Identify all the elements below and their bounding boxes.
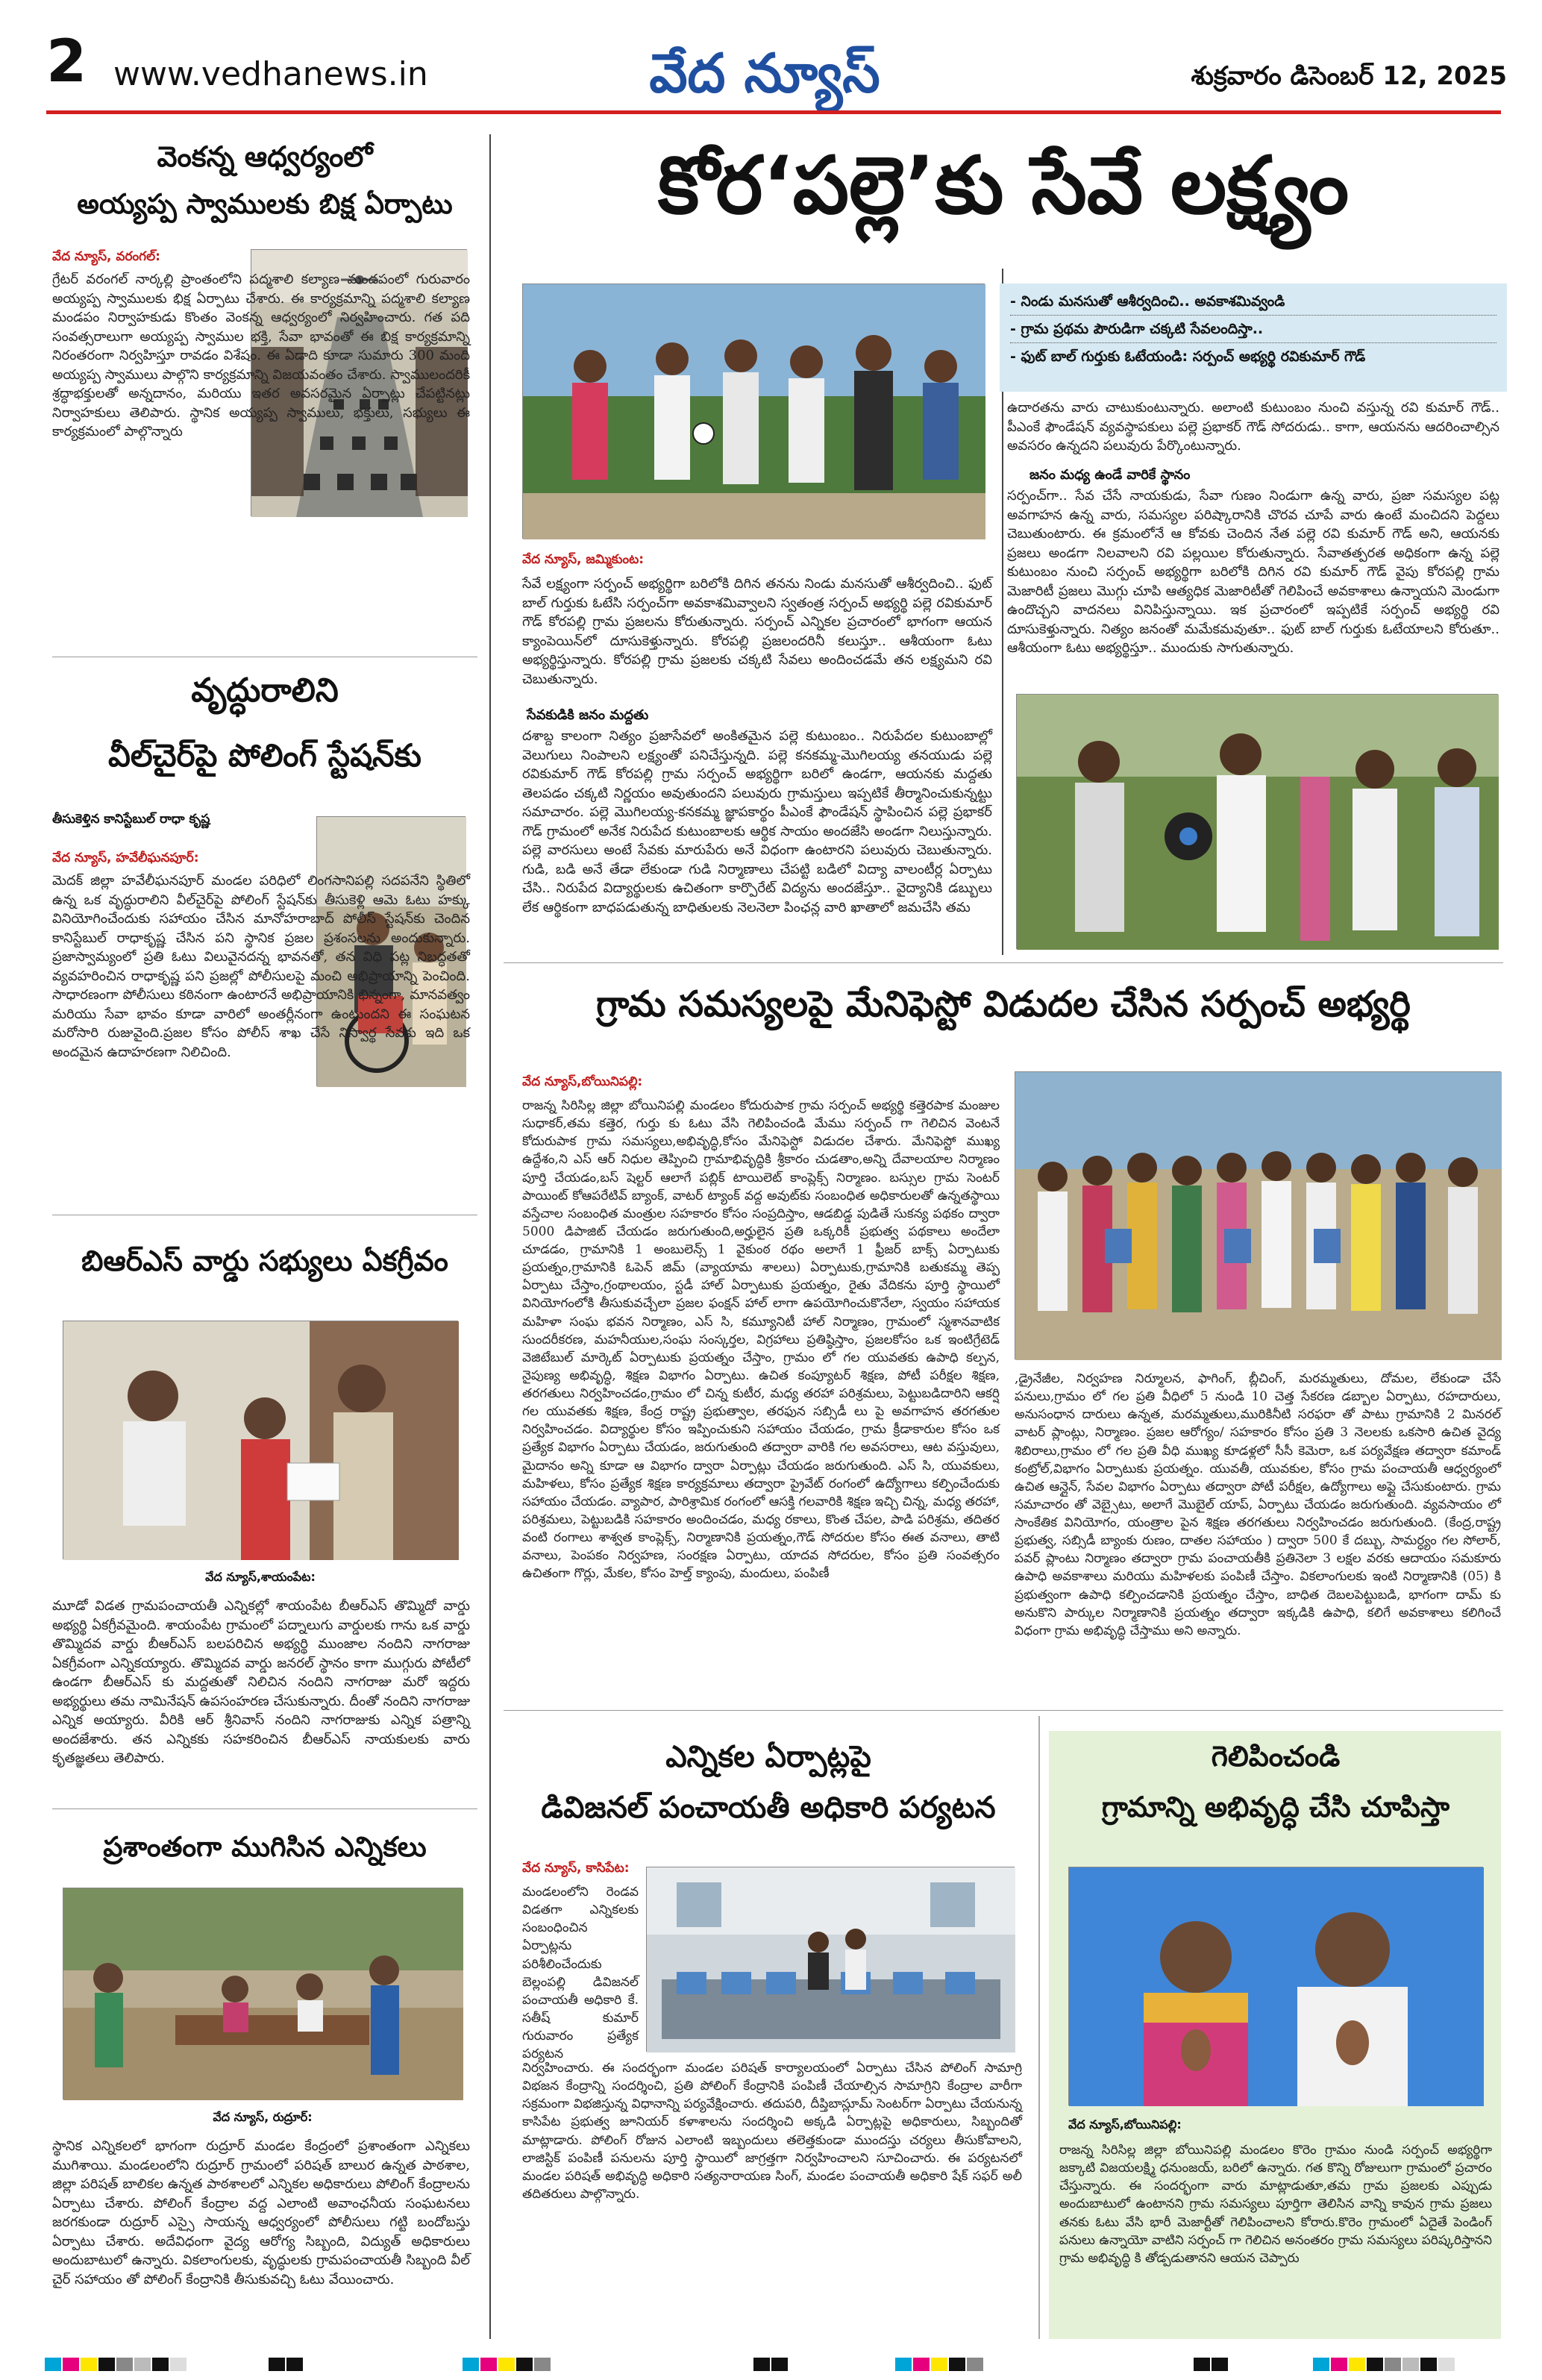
main-body-2: దశాబ్ద కాలంగా నిత్యం ప్రజాసేవలో అంకితమైన పల్లె కుటుంబం.. నిరుపేదల కుటుంబాల్లో వెలుగులు నింపాలని లక్ష్యంతో పనిచేస్తున్నది. పల్లె కనకమ్మ-మొగిలయ్య తనయుడు పల్లె రవికుమార్ గౌడ్ కోరపల్లి గ్రామ సర్పంచ్ అభ్యర్థిగా బరిలో ఉండగా, ఆయనకు మద్దతు తెలపడం చక్కటి నిర్ణయం అవుతుందని పలువురు గ్రామస్తులు ఇప్పటికే తీర్మానించుకున్నట్టు సమాచారం. పల్లె మొగిలయ్య-కనకమ్మ జ్ఞాపకార్థం పీఎంకే ఫౌండేషన్ స్థాపించిన పల్లె ప్రభాకర్ గౌడ్ గ్రామంలో అనేక నిరుపేద కుటుంబాలకు ఆర్థిక సాయం అందజేసి అండగా నిలుస్తున్నారు. పల్లె వారసులు అంటే సేవకు మారుపేరు అనే విధంగా ఉంటారని పలువురు చెబుతున్నారు. గుడి, బడి అనే తేడా లేకుండా గుడి నిర్మాణాలు చేపట్టి బడిలో విద్యా వాలంటీర్ల ఏర్పాటు చేసి.. నిరుపేద విద్యార్థులకు ఉచితంగా కార్పొరేట్ విద్యను అందజేస్తూ.. వైద్యానికి డబ్బులు లేక ఆర్థికంగా బాధపడుతున్న బాధితులకు నెలనెలా పింఛన్ల వారి ఖాతాలో జమచేసి తమ [522, 728, 992, 915]
inspection-headline-1: ఎన్నికల ఏర్పాట్లపై [665, 1740, 871, 1774]
dateline: వేద న్యూస్,బోయినిపల్లి: [522, 1074, 643, 1089]
wheelchair-dateline [52, 851, 306, 871]
brs-photo [63, 1321, 458, 1559]
inspection-body-wide: నిర్వహించారు. ఈ సందర్భంగా మండల పరిషత్ కార్యాలయంలో ఏర్పాటు చేసిన పోలింగ్ సామాగ్రి విభజన కేంద్రాన్ని సందర్శించి, ప్రతి పోలింగ్ కేంద్రానికి పంపిణీ చేయాల్సిన సామాగ్రిని కేంద్రాల వారీగా సక్రమంగా విభజిస్తున్న విధానాన్ని పర్యవేక్షించారు. తదుపరి, దీప్తిబాస్లూమ్ సెంటర్‌గా ఏర్పాటు చేయనున్న కాసిపేట ప్రభుత్వ జూనియర్ కళాశాలను సందర్శించి అక్కడి ఏర్పాట్లపై అధికారులు, సిబ్బందితో మాట్లాడారు. పోలింగ్ రోజున ఎలాంటి ఇబ్బందులు తలెత్తకుండా ముందస్తు చర్యలు తీసుకోవాలని, లాజిస్టిక్ పంపిణీ పనులను పూర్తి స్థాయిలో జాగ్రత్తగా నిర్వహించాలని సూచించారు. ఈ పర్యటనలో మండల పరిషత్ అభివృద్ధి అధికారి సత్యనారాయణ సింగ్, మండల పంచాయతీ అధికారి షేక్ సఫర్ అలీ తదితరులు పాల్గొన్నారు. [522, 2061, 1022, 2202]
campaign-walk-image [523, 284, 985, 539]
dateline: వేద న్యూస్, హవేలీఘనపూర్: [52, 851, 199, 865]
color-bar-strip [0, 2356, 1542, 2373]
ayyappa-headline-2: అయ్యప్ప స్వాములకు బిక్ష ఏర్పాటు [77, 188, 453, 220]
peaceful-body: స్థానిక ఎన్నికలలో భాగంగా రుద్రూర్ మండల కేంద్రంలో ప్రశాంతంగా ఎన్నికలు ముగిశాయి. మండలంలోని రుద్రూర్ గ్రామంలో పరిషత్ బాలుర ఉన్నత పాఠశాల, జిల్లా పరిషత్ బాలికల ఉన్నత పాఠశాలలో ఎన్నికల అధికారులు పోలింగ్ కేంద్రాలను ఏర్పాటు చేశారు. పోలింగ్ కేంద్రాల వద్ద ఎలాంటి అవాంఛనీయ సంఘటనలు జరగకుండా రుద్రూర్ ఎస్సై సాయన్న ఆధ్వర్యంలో పోలీసులు గట్టి బందోబస్తు ఏర్పాటు చేశారు. అదేవిధంగా వైద్య ఆరోగ్య సిబ్బంది, విద్యుత్ అధికారులు అందుబాటులో ఉన్నారు. వికలాంగులకు, వృద్ధులకు గ్రామపంచాయతీ సిబ్బంది వీల్ చైర్ సహాయం తో పోలింగ్ కేంద్రానికి తీసుకువచ్చి ఓటు వేయించారు. [52, 2138, 470, 2287]
column-divider-bottom [1038, 1716, 1040, 2339]
manifesto-body-left: రాజన్న సిరిసిల్ల జిల్లా బోయినిపల్లి మండలం కోదురుపాక గ్రామ సర్పంచ్ అభ్యర్థి కత్తెరపాక మంజుల సుధాకర్,తమ కత్తెర, గుర్తు కు ఓటు వేసి గెలిపించండి మేము సర్పంచ్ గా గెలిచిన వెంటనే కోదురుపాక గ్రామ సమస్యలు,అభివృద్ధి,కోసం మేనిఫెస్టో విడుదల చేశారు. మేనిఫెస్టో ముఖ్య ఉద్దేశం,ని ఎస్ ఆర్ నిధుల తెప్పించి గ్రామాభివృద్ధికి శ్రీకారం చుడతాం,అన్ని దేవాలయాల నిర్మాణం పూర్తి చేయడం,బస్ షెల్టర్ ఆలాగే పబ్లిక్ టాయిలెట్ కాంప్లెక్స్ నిర్మాణం. బస్సుల గ్రామ సెంటర్ పాయింట్ కోఆపరేటివ్ బ్యాంక్, వాటర్ ట్యాంక్ వద్ద అవుట్‌కు సంబంధిత అధికారులతో ఉన్నతస్థాయి వస్తేచాల సంబంధిత మంత్రుల సహకారం కోసం సంప్రదిస్తాం, ఆడబిడ్డ పుడితే సుకన్య పథకం ద్వారా 5000 డిపాజిట్ చేయడం జరుగుతుంది,అర్హులైన ప్రతి ఒక్కరికీ ప్రభుత్వ పథకాలు అందేలా చూడడం, గ్రామానికి 1 అంబులెన్స్ 1 వైకుంఠ రథం అలాగే 1 ఫ్రీజర్ బాక్స్ ఏర్పాటుకు ప్రయత్నం,గ్రామానికి ఓపెన్ జిమ్ (వ్యాయామ శాలలు) ఏర్పాటుకు,గ్రామానికి బతుకమ్మ తెప్ప ఏర్పాటు చేస్తాం,గ్రంథాలయం, స్టడీ హాల్ ఏర్పాటుకు ప్రయత్నం, రైతు వేదికను పూర్తి స్థాయిలో వినియోగంలోకి తీసుకువచ్చేలా ప్రజల ఫంక్షన్ హాల్ లాగా ఉపయోగించుకొనేలా, స్వయం సహాయక మహిళా సంఘ భవన నిర్మాణం, ఎస్ సి, కమ్యూనిటీ హాల్ నిర్మాణం, గ్రామంలో స్మశానవాటిక సుందరీకరణ, మహనీయుల,సంఘ సంస్కర్తల, విగ్రహాలు ప్రతిష్ఠిస్తాం, ప్రజలకోసం ఒక ఇంటిగ్రేటెడ్ వెజిటేబుల్ మార్కెట్ ఏర్పాటుకు ప్రయత్నం చేస్తాం, గ్రామం లో గల యువతకు ఉపాధి కల్పన, నైపుణ్య అభివృద్ధి, శిక్షణ విభాగం ఏర్పాటు. ఉచిత కంప్యూటర్ శిక్షణ, పోటీ పరీక్షల శిక్షణ, తరగతులు నిర్వహించడం,గ్రామం లో చిన్న కుటీర, మధ్య తరహా పరిశ్రమలు, పెట్టుబడిదారిని ఆకర్షి గల యువతకు శిక్షణ, కేంద్ర రాష్ట్ర ప్రభుత్వాల, తరఫున సబ్సిడీ లు పై అవగాహన తరగతుల నిర్వహించడం. విద్యార్థుల కోసం ఇప్పించుకుని సహాయం చేయడం, గ్రామ క్రీడాకారుల కోసం ఒక ప్రత్యేక విభాగం ఏర్పాటు చేయడం, జరుగుతుంది తద్వారా వారికి గల అవసరాలు, ఆట వస్తువులు, మైదానం అన్ని కూడా ఆ విభాగం ద్వారా ఏర్పాట్లు చేయడం జరుగుతుంది. ఎస్ సి, యువకులు, మహిళలు, కోసం ప్రత్యేక శిక్షణ కార్యక్రమాలు తద్వారా ప్రైవేట్ రంగంలో ఉద్యోగాలు కల్పించేందుకు సహాయం చేయడం. వ్యాపార, పారిశ్రామిక రంగంలో ఆసక్తి గలవారికి శిక్షణ ఇచ్చి చిన్న, మధ్య తరహా, పరిశ్రమలు, పెట్టుబడికి సహకారం అందించడం, మధ్య రకాలు, కొంత చేపల, పాడి పరిశ్రమ, తదితర వంటి రంగాలు శాశ్వత కాంప్లెక్స్, నిర్మాణానికి ప్రయత్నం,గౌడ్ సోదరుల కోసం ఈత వనాలు, తాటి వనాలు, పెంపకం నిర్వహణ, సంరక్షణ ఏర్పాటు, యాదవ సోదరుల, కోసం ప్రతి సంవత్సరం ఉచితంగా గొర్లు, మేకల, కోసం హెల్త్ క్యాంపు, మందులు, పంపిణీ [522, 1098, 1000, 1582]
manifesto-dateline-wrap [522, 1074, 1000, 1095]
website[interactable]: www.vedhanews.in [113, 55, 428, 93]
print-registration-icon [0, 2356, 1542, 2373]
bullet-box [1000, 284, 1507, 392]
main-body-1: సేవే లక్ష్యంగా సర్పంచ్ అభ్యర్థిగా బరిలోకి దిగిన తనను నిండు మనసుతో ఆశీర్వదించి.. ఫుట్ బాల్ గుర్తుకు ఓటేసి సర్పంచ్‌గా అవకాశమివ్వాలని స్వతంత్ర సర్పంచ్ అభ్యర్థి పల్లె రవికుమార్ గౌడ్ కోరపల్లి గ్రామ ప్రజలను కోరుతున్నారు. సర్పంచ్ ఎన్నికల ప్రచారంలో భాగంగా ఆయన క్యాంపెయిన్‌లో దూసుకెళ్తున్నారు. కోరపల్లి ప్రజలందరినీ కలుస్తూ.. ఆశీయంగా ఓటు అభ్యర్థిస్తున్నారు. కోరపల్లి గ్రామ ప్రజలకు చక్కటి సేవలు అందించడమే తన లక్ష్యమని రవి చెబుతున్నారు. [522, 576, 992, 687]
dateline: వేద న్యూస్, వరంగల్: [52, 249, 160, 264]
brs-body: మూడో విడత గ్రామపంచాయతీ ఎన్నికల్లో శాయంపేట బీఆర్ఎస్ తొమ్మిదో వార్డు అభ్యర్థి ఏకగ్రీవమైంది. శాయంపేట గ్రామంలో పద్నాలుగు వార్డులకు గాను ఒక వార్డు తొమ్మిదవ వార్డు బీఆర్ఎస్ బలపరిచిన అభ్యర్థి ముంజాల నందిని నాగరాజు ఏకగ్రీవంగా ఎన్నికయ్యారు. తొమ్మిదవ వార్డు జనరల్ స్థానం కాగా ముగ్గురు పోటీలో ఉండగా బీఆర్ఎస్ కు మద్దతుతో నిలిచిన నందిని నాగరాజు మరో ఇద్దరు అభ్యర్థులు తమ నామినేషన్ ఉపసంహరణ చేసుకున్నారు. దీంతో నందిని నాగరాజు ఎన్నిక అయ్యారు. వీరికి ఆర్ శ్రీనివాస్ నందిని నాగరాజుకు ఎన్నిక పత్రాన్ని అందజేశారు. తన ఎన్నికకు సహకరించిన బీఆర్ఎస్ నాయకులకు వారు కృతజ్ఞతలు తెలిపారు. [52, 1598, 470, 1767]
main-body-3: ఉదారతను వారు చాటుకుంటున్నారు. అలాంటి కుటుంబం నుంచి వస్తున్న రవి కుమార్ గౌడ్.. పీఎంకే ఫౌండేషన్ వ్యవస్థాపకులు పల్లె ప్రభాకర్ గౌడ్ సోదరుడు.. కాగా, ఆయనను ఆదరించాల్సిన అవసరం ఉన్నదని పలువురు పేర్కొంటున్నారు. [1007, 400, 1499, 454]
manifesto-release-image [1015, 1072, 1502, 1360]
ayyappa-dateline [52, 249, 245, 270]
inspection-headline-2: డివిజనల్ పంచాయతీ అధికారి పర్యటన [541, 1791, 996, 1825]
divider [504, 1710, 1503, 1711]
main-headline: కోర‘పల్లె’కు సేవే లక్ష్యం [657, 140, 1350, 231]
inspection-photo [646, 1867, 1015, 2052]
peaceful-photo [63, 1888, 463, 2099]
win-photo [1068, 1867, 1483, 2105]
candidate-portrait-image [1069, 1867, 1484, 2106]
manifesto-photo [1015, 1071, 1501, 1359]
polling-station-image [63, 1888, 463, 2100]
masthead-rule [46, 110, 1501, 114]
peaceful-headline: ప్రశాంతంగా ముగిసిన ఎన్నికలు [103, 1831, 427, 1863]
brs-headline: బిఆర్ఎస్ వార్డు సభ్యులు ఏకగ్రీవం [81, 1244, 448, 1277]
manifesto-body-right: ,డ్రైనేజీల, నిర్వహణ నిర్మూలన, ఫాగింగ్, బ్లీచింగ్, మరమ్మతులు, దోమల, లేకుండా చేసే పనులు,గ్రామం లో గల ప్రతి వీధిలో 5 నుండి 10 చెత్త సేకరణ డబ్బాల ఏర్పాటు, రహదారులు, అనుసంధాన దారులు ఉన్నత, మరమ్మతులు,మురికినీటి సరఫరా తో పాటు గ్రామానికి 2 మినరల్ వాటర్ ప్లాంట్లు, నిర్మాణం. ప్రజల ఆరోగ్యం/ సహకారం కోసం ప్రతి 3 నెలలకు ఒకసారి ఉచిత వైద్య శిబిరాలు,గ్రామం లో గల ప్రతి వీధి ముఖ్య కూడళ్లలో సీసీ కెమెరా, ఒక పర్యవేక్షణ తద్వారా కమాండ్ కంట్రోల్,విభాగం ఏర్పాటుకు ప్రయత్నం. యువతీ, యువకుల, కోసం గ్రామ పంచాయతీ ఆధ్వర్యంలో ఉచిత ఆన్లైన్, సేవల విభాగం ఏర్పాటు తద్వారా పోటీ పరీక్షల, ఉద్యోగాలు అప్లై చేసుకుంటారు. గ్రామ సమాచారం తో వెబ్సైటు, అలాగే మొబైల్ యాప్, ఏర్పాటు చేయడం జరుగుతుంది. వ్యవసాయం లో సాంకేతిక వినియోగం, యంత్రాల పైన శిక్షణ తరగతులు నిర్వహించడం జరుగుతుంది. (కేంద్ర,రాష్ట్ర ప్రభుత్వ, సబ్సిడీ బ్యాంకు రుణం, దాతల సహాయం ) ద్వారా 500 కే దబ్బు, సామర్ధ్యం గల సోలార్, పవర్ ప్లాంటు నిర్మాణం తద్వారా గ్రామ పంచాయతీకి ప్రతినెలా 3 లక్షల వరకు ఆదాయం సమకూరు ఉపాధి అవకాశాలు మరియు మహిళలకు పంపిణీ చేస్తాం. వికలాంగులకు ఇంటి నిర్మాణానికి (05) కి ప్రభుత్వంగా ఉపాధి కల్పించడానికి ప్రయత్నం చేస్తాం, బాధిత దెబలపెట్టుబడి, భాగంగా దామ్ కు అనుకొని పార్కుల నిర్మాణానికి ప్రయత్నం తద్వారా ఇక్కడికి ఉపాధి, కలిగే అవకాశాలు కలిగించే విధంగా గ్రామ అభివృద్ధి చేస్తాము అని అన్నారు. [1015, 1371, 1501, 1638]
ayyappa-headline-1: వెంకన్న ఆధ్వర్యంలో [157, 140, 373, 173]
win-headline-2: గ్రామాన్ని అభివృద్ధి చేసి చూపిస్తా [1101, 1791, 1450, 1823]
win-dateline: వేద న్యూస్,బోయినిపల్లి: [1068, 2117, 1182, 2132]
polling-material-image [647, 1867, 1015, 2052]
inspection-dateline-wrap [522, 1861, 634, 1882]
bullet-item: - గ్రామ ప్రథమ పౌరుడిగా చక్కటి సేవలందిస్తా.. [1010, 316, 1496, 343]
bullet-item: - నిండు మనసుతో ఆశీర్వదించి.. అవకాశమివ్వండి [1010, 288, 1496, 316]
page-number: 2 [46, 28, 87, 95]
dateline: వేద న్యూస్, జమ్మికుంట: [522, 552, 645, 567]
logo: వేద న్యూస్ [649, 42, 880, 104]
wheelchair-photo-caption: తీసుకెళ్తిన కానిస్టేబుల్ రాధా కృష్ణ [52, 812, 210, 827]
dateline: వేద న్యూస్, కాసిపేట: [522, 1861, 630, 1876]
bullet-item: - ఫుట్ బాల్ గుర్తుకు ఓటేయండి: సర్పంచ్ అభ్యర్థి రవికుమార్ గౌడ్ [1010, 348, 1366, 366]
win-headline-1: గెలిపించండి [1211, 1740, 1341, 1773]
inspection-body-narrow: మండలంలోని రెండవ విడతగా ఎన్నికలకు సంబంధించిన ఏర్పాట్లను పరిశీలించేందుకు బెల్లంపల్లి డివిజనల్ పంచాయతీ అధికారి కే. సతీష్ కుమార్ గురువారం ప్రత్యేక పర్యటన [522, 1885, 639, 2062]
wheelchair-body: మెదక్ జిల్లా హవేలీఘనపూర్ మండల పరిధిలో లింగసానిపల్లి సదపనేని స్థితిలో ఉన్న ఒక వృద్ధురాలిని వీల్‌చైర్‌పై పోలింగ్ స్టేషన్‌కు తీసుకెళ్లి ఆమె ఓటు హక్కు వినియోగించేందుకు సహాయం చేసిన మానోహరాబాద్ పోలీస్ స్టేషన్‌కు చెందిన కానిస్టేబుల్ రాధాకృష్ణ చేసిన పని స్థానిక ప్రజల ప్రశంసలను అందుకున్నారు. ప్రజాస్వామ్యంలో ప్రతి ఓటు విలువైనదన్న భావనతో, తన విధి పట్ల నిబద్ధతతో వ్యవహరించిన రాధాకృష్ణ పని ప్రజల్లో పోలీసులపై మంచి అభిప్రాయాన్ని పెంచింది. సాధారణంగా పోలీసులు కఠినంగా ఉంటారనే అభిప్రాయానికి భిన్నంగా, మానవత్వం మరియు సేవా భావం కూడా వారిలో అంతర్లీనంగా ఉంటుందని ఈ సంఘటన మరోసారి రుజువైంది.ప్రజల కోసం పోలీస్ శాఖ చేసే నిస్వార్థ సేవకు ఇది ఒక అందమైన ఉదాహరణగా నిలిచింది. [52, 873, 470, 1060]
manifesto-headline: గ్రామ సమస్యలపై మేనిఫెస్టో విడుదల చేసిన సర్పంచ్ అభ్యర్థి [596, 983, 1411, 1025]
masthead [0, 0, 1542, 119]
win-body: రాజన్న సిరిసిల్ల జిల్లా బోయినిపల్లి మండలం కొరెం గ్రామం నుండి సర్పంచ్ అభ్యర్థిగా జక్కాటి విజయలక్ష్మి ధనుంజయ్, బరిలో ఉన్నారు. గత కొన్ని రోజులుగా గ్రామంలో ప్రచారం చేస్తున్నారు. ఈ సందర్భంగా వారు మాట్లాడుతూ,తమ గ్రామ ప్రజలకు ఎప్పుడు అందుబాటులో ఉంటానని గ్రామ సమస్యలు పూర్తిగా తెలిసిన వాన్ని కావున గ్రామ ప్రజలు తనకు ఓటు వేసి భారీ మెజార్టీతో గెలిపించాలని కోరారు.కొరెం గ్రామంలో ఏదైతే పెండింగ్ పనులు ఉన్నాయో వాటిని సర్పంచ్ గా గెలిచిన అనంతరం గ్రామ సమస్యలు పరిష్కరిస్తానని గ్రామ అభివృద్ధి కి తోడ్పడుతానని ఆయన చెప్పారు [1059, 2143, 1492, 2266]
brs-dateline: వేద న్యూస్,శాయంపేట: [205, 1570, 316, 1584]
main-body-4: సర్పంచ్‌గా.. సేవ చేసే నాయకుడు, సేవా గుణం నిండుగా ఉన్న వారు, ప్రజా సమస్యల పట్ల అవగాహన ఉన్న వారు, సమస్యల పరిష్కారానికి చొరవ చూపే వారు ఉంటే మంచిదని పెద్దలు చెబుతుంటారు. ఈ క్రమంలోనే ఆ కోవకు చెందిన నేత పల్లె రవి కుమార్ గౌడ్ అని, ఆయనకు ప్రజలు అండగా నిలవాలని రవి పల్లయిల కోరుతున్నారు. సేవాతత్పరత అధికంగా ఉన్న పల్లె కుటుంబం నుంచి సర్పంచ్ అభ్యర్థిగా బరిలోకి దిగిన రవి కుమార్ గౌడ్ వైపు కోరపల్లి గ్రామ మెజారిటీ ప్రజలు మొగ్గు చూపి ఆత్యధిక మెజారిటీతో గెలిపించే అవకాశాలు ఉన్నాయని మెండుగా ఉందొచ్చని వాదనలు వినిపిస్తున్నాయి. ఇక ప్రచారంలో ఇప్పటికే సర్పంచ్ అభ్యర్థి రవి దూసుకెళ్తున్నారు. నిత్యం జనంతో మమేకమవుతూ.. ఫుట్ బాల్ గుర్తుకు ఓటేయాలని కోరుతూ.. ఆశీయంగా ఓటు అభ్యర్థిస్తూ.. ముందుకు సాగుతున్నారు. [1007, 488, 1499, 657]
ayyappa-body: గ్రేటర్ వరంగల్ నార్కల్లి ప్రాంతంలోని పద్మశాలి కల్యాణ మండపంలో గురువారం అయ్యప్ప స్వాములకు భిక్ష ఏర్పాటు చేశారు. ఈ కార్యక్రమాన్ని పద్మశాలి కల్యాణ మండపం నిర్వాహకుడు కొంతం వెంకన్న ఆధ్వర్యంలో నిర్వహించారు. గత పది సంవత్సరాలుగా అయ్యప్ప స్వాముల భక్తి, సేవా భావంతో ఈ బిక్ష కార్యక్రమాన్ని నిరంతరంగా నిర్వహిస్తూ రావడం విశేషం. ఈ ఏడాది కూడా సుమారు 300 మంది అయ్యప్ప స్వాములు పాల్గొని కార్యక్రమాన్ని విజయవంతం చేశారు. స్వాములందరికీ శ్రద్ధాభక్తులతో అన్నదానం, మరియు ఇతర అవసరమైన ఏర్పాట్లు చేపట్టినట్లు నిర్వాహకులు తెలిపారు. స్థానిక అయ్యప్ప స్వాములు, భక్తులు, సభ్యులు ఈ కార్యక్రమంలో పాల్గొన్నారు [52, 272, 470, 440]
main-subhead-2: జనం మధ్య ఉండే వారికే స్థానం [1029, 467, 1191, 483]
divider [504, 962, 1503, 963]
peaceful-dateline: వేద న్యూస్, రుద్రూర్: [213, 2110, 313, 2124]
main-photo-campaign [522, 284, 985, 539]
wheelchair-headline-2: వీల్‌చైర్‌పై పోలింగ్ స్టేషన్‌కు [108, 737, 421, 774]
main-dateline-wrap [522, 552, 985, 573]
football-symbol-image [1017, 695, 1499, 950]
wheelchair-headline-1: వృద్ధురాలిని [191, 671, 339, 710]
issue-date: శుక్రవారం డిసెంబర్ 12, 2025 [1191, 61, 1507, 91]
main-photo-football [1016, 694, 1498, 949]
column-divider-left [489, 134, 491, 2339]
main-subhead-1: సేవకుడికి జనం మద్దతు [527, 707, 649, 723]
certificate-handover-image [63, 1321, 459, 1560]
